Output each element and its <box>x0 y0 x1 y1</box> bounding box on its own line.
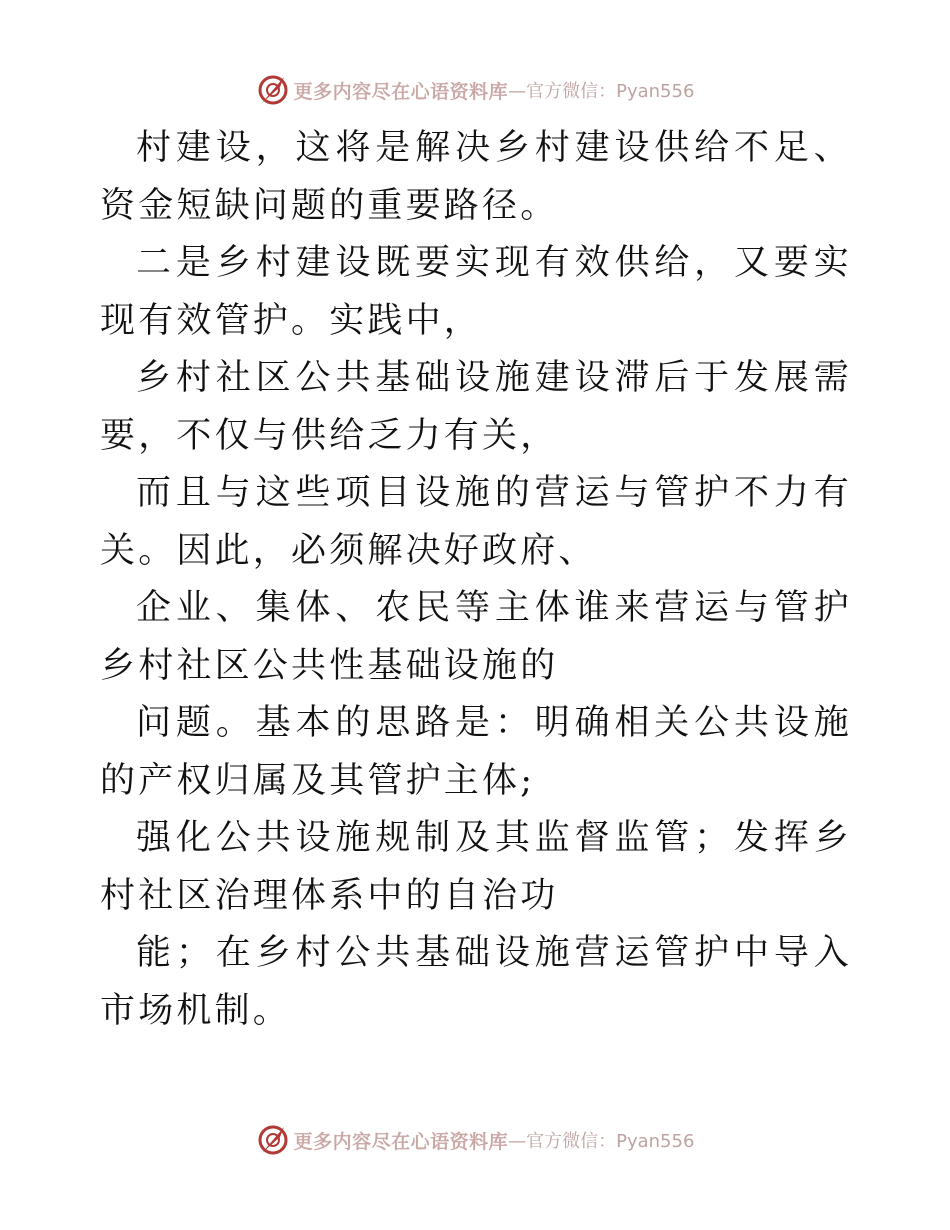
banner-title: 更多内容尽在心语资料库 <box>293 80 509 103</box>
paragraph: 强化公共设施规制及其监督监管；发挥乡村社区治理体系中的自治功 <box>100 818 852 916</box>
header-banner <box>0 70 950 110</box>
paragraph: 问题。基本的思路是：明确相关公共设施的产权归属及其管护主体; <box>100 703 852 801</box>
paragraph: 村建设，这将是解决乡村建设供给不足、资金短缺问题的重要路径。 <box>100 128 852 226</box>
paragraph: 而且与这些项目设施的营运与管护不力有关。因此，必须解决好政府、 <box>100 473 852 571</box>
paragraph: 乡村社区公共基础设施建设滞后于发展需要，不仅与供给乏力有关， <box>100 358 852 456</box>
banner-title: 更多内容尽在心语资料库 <box>293 1130 509 1153</box>
paragraph: 二是乡村建设既要实现有效供给，又要实现有效管护。实践中， <box>100 243 852 341</box>
footer-banner <box>0 1120 950 1160</box>
quill-seal-icon <box>256 1123 290 1157</box>
quill-seal-icon <box>256 73 290 107</box>
banner-wechat: —官方微信：Pyan556 <box>508 1131 695 1152</box>
paragraph: 能；在乡村公共基础设施营运管护中导入市场机制。 <box>100 933 852 1031</box>
document-body <box>100 120 852 1040</box>
paragraph: 企业、集体、农民等主体谁来营运与管护乡村社区公共性基础设施的 <box>100 588 852 686</box>
banner-wechat: —官方微信：Pyan556 <box>508 81 695 102</box>
